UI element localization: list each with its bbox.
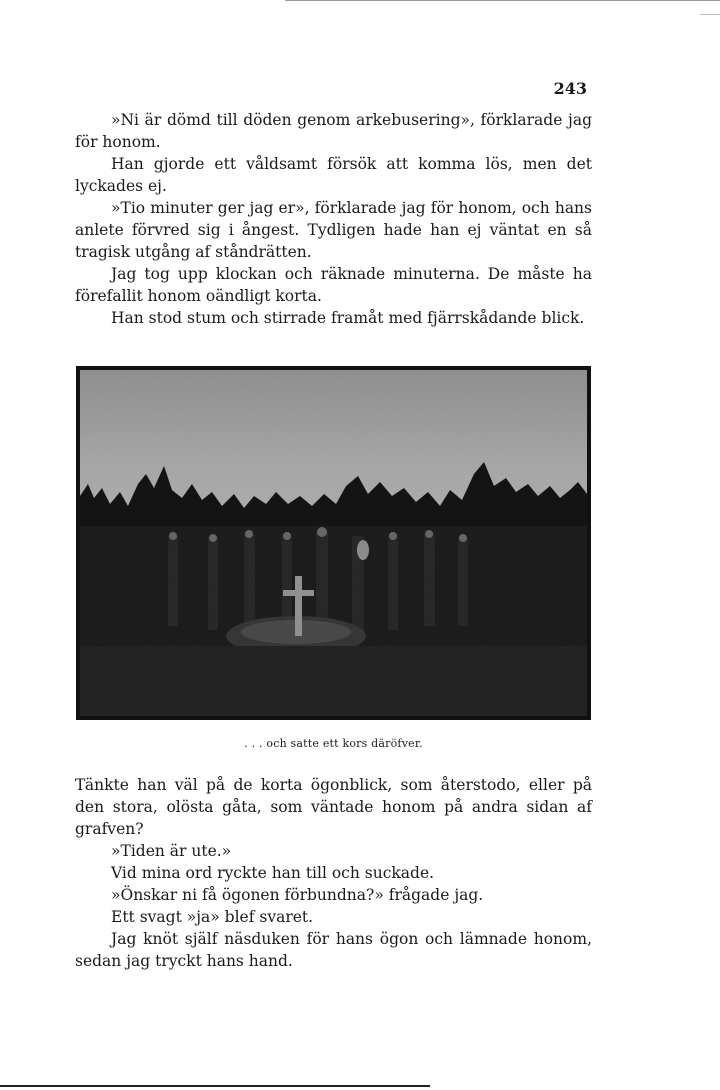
photograph-illustration bbox=[76, 366, 591, 720]
paragraph: Han stod stum och stirrade framåt med fjärrskådande blick. bbox=[111, 309, 585, 327]
top-page-edge-mark bbox=[700, 14, 720, 15]
top-text-block bbox=[75, 109, 592, 329]
paragraph: Tänkte han väl på de korta ögonblick, som återstodo, eller på den stora, olösta gåta, som väntade honom på andra sidan af grafven? bbox=[75, 776, 592, 838]
paragraph: »Ni är dömd till döden genom arkebusering», förklarade jag för honom. bbox=[75, 111, 592, 151]
paragraph: Jag knöt själf näsduken för hans ögon och lämnade honom, sedan jag tryckt hans hand. bbox=[75, 930, 592, 970]
paragraph: Ett svagt »ja» blef svaret. bbox=[111, 908, 314, 926]
paragraph: »Tio minuter ger jag er», förklarade jag för honom, och hans anlete förvred sig i ångest. Tydligen hade han ej väntat en så tragisk utgång af ståndrätten. bbox=[75, 199, 592, 261]
bottom-page-edge bbox=[0, 1085, 430, 1087]
paragraph: Vid mina ord ryckte han till och suckade. bbox=[111, 864, 435, 882]
paragraph: »Tiden är ute.» bbox=[111, 842, 232, 860]
paragraph: »Önskar ni få ögonen förbundna?» frågade jag. bbox=[111, 886, 484, 904]
bottom-text-block bbox=[75, 774, 592, 972]
top-page-edge bbox=[285, 0, 720, 1]
paragraph: Jag tog upp klockan och räknade minuterna. De måste ha förefallit honom oändligt korta. bbox=[75, 265, 592, 305]
figure-caption: . . . och satte ett kors däröfver. bbox=[244, 737, 423, 750]
paragraph: Han gjorde ett våldsamt försök att komma lös, men det lyckades ej. bbox=[75, 155, 592, 195]
photograph-grave-cross bbox=[76, 366, 591, 720]
page-number: 243 bbox=[553, 79, 587, 98]
